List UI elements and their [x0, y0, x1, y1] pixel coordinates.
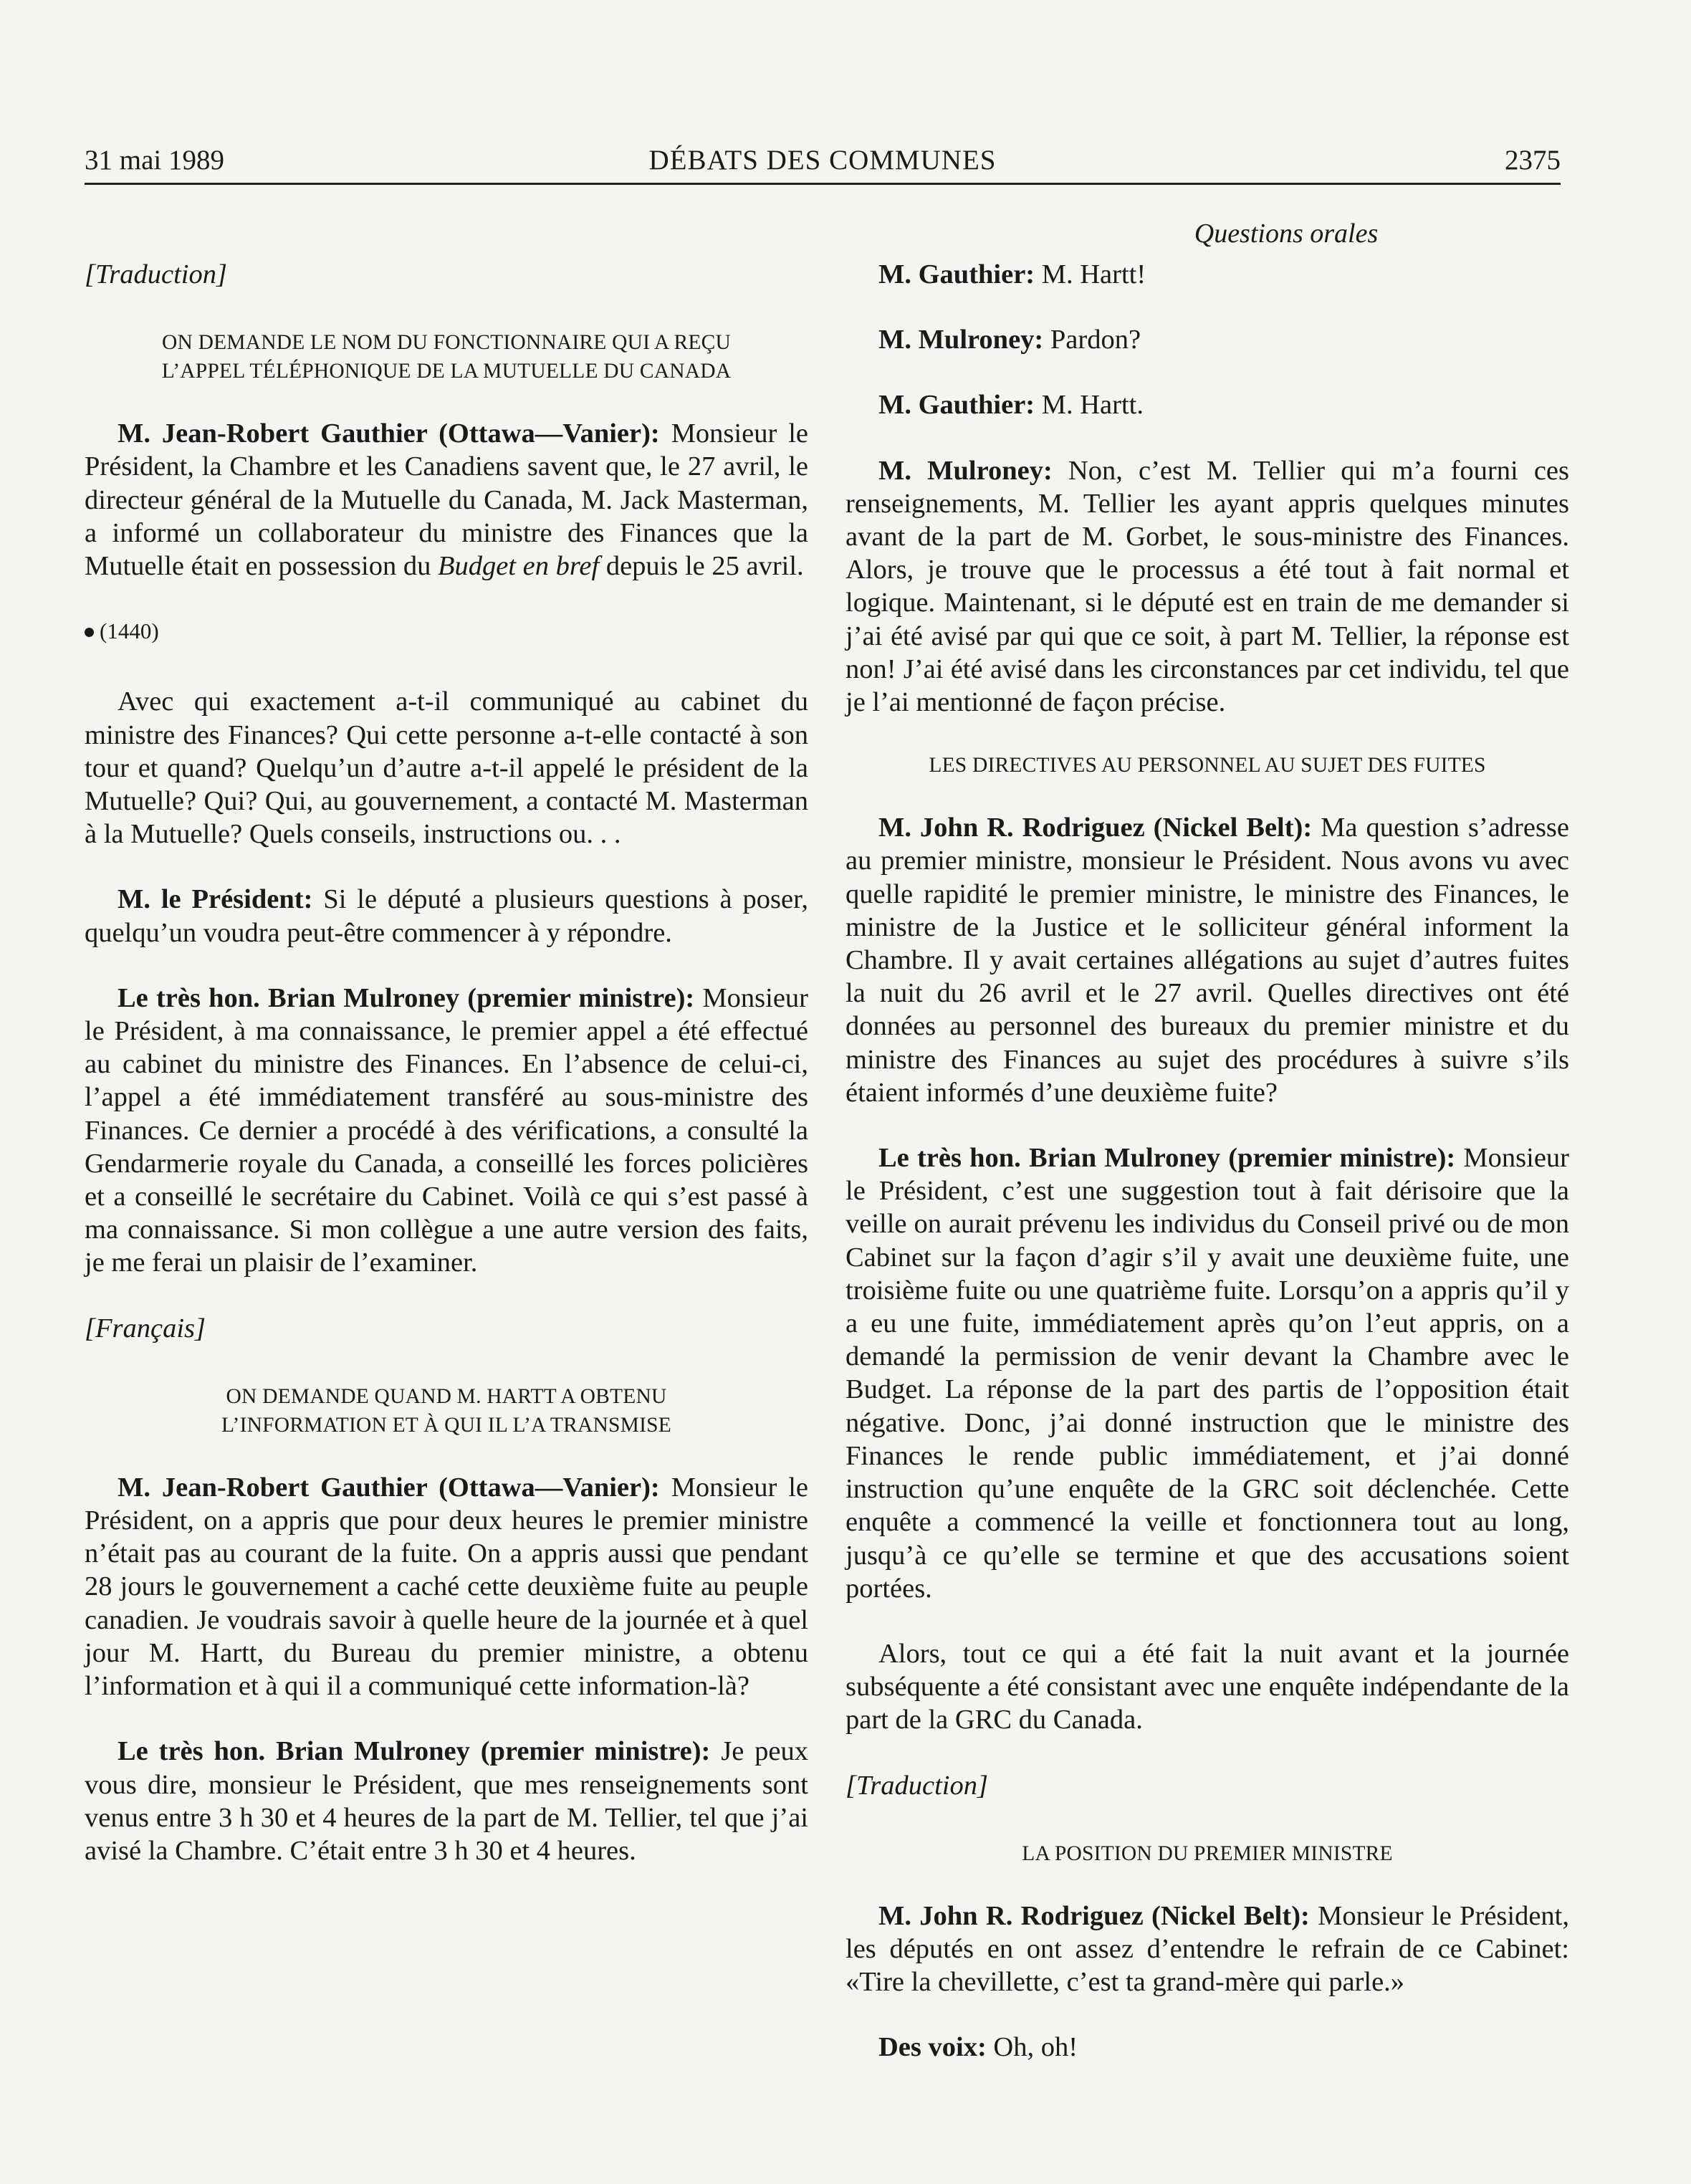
speech-paragraph — [846, 811, 1569, 1109]
speaker-name: M. Mulroney: — [878, 325, 1044, 355]
section-heading: LA POSITION DU PREMIER MINISTRE — [1022, 1841, 1393, 1865]
speech-text: Monsieur le Président, c’est une suggestion tout à fait dérisoire que la veille on aurait prévenu les individus du Conseil privé ou de mon Cabinet sur la façon d’agir s’il y avait une deuxième fuite, une troisième fuite ou une quatrième fuite. Lorsqu’on a appris qu’il y a eu une fuite, immédiatement après qu’on l’eut appris, on a demandé la permission de venir devant la Chambre avec le Budget. La réponse de la part des partis de l’opposition était négative. Donc, j’ai donné instruction que le ministre des Finances le rende public immédiatement, et j’ai donné instruction qu’une enquête de la GRC soit déclenchée. Cette enquête a commencé la veille et fonctionnera tout au long, jusqu’à ce qu’elle se termine et que des accusations soient portées. — [846, 1143, 1569, 1604]
speech-paragraph — [846, 1141, 1569, 1605]
section-heading-line: ON DEMANDE LE NOM DU FONCTIONNAIRE QUI A REÇU — [161, 331, 731, 355]
speech-paragraph — [846, 1637, 1569, 1737]
speaker-name: M. John R. Rodriguez (Nickel Belt): — [878, 813, 1313, 843]
speech-text: Monsieur le Président, à ma connaissance, le premier appel a été effectué au cabinet du ministre des Finances. En l’absence de celui-ci, l’appel a été immédiatement transféré au sous-ministre des Finances. Ce dernier a procédé à des vérifications, a consulté la Gendarmerie royale du Canada, a conseillé les forces policières et a conseillé le secrétaire du Cabinet. Voilà ce qui s’est passé à ma connaissance. Si mon collègue a une autre version des faits, je me ferai un plaisir de l’examiner. — [85, 982, 808, 1278]
header-date: 31 mai 1989 — [85, 145, 224, 176]
speech-paragraph — [85, 417, 808, 583]
speech-text: Monsieur le Président, la Chambre et les Canadiens savent que, le 27 avril, le directeur général de la Mutuelle du Canada, M. Jack Masterman, a informé un collaborateur du ministre des Finances que la Mutuelle était en possession du — [85, 418, 808, 582]
speech-text: Non, c’est M. Tellier qui m’a fourni ces renseignements, M. Tellier les ayant appris quelques minutes avant de la part de M. Gorbet, le sous-ministre des Finances. Alors, je trouve que le processus a été tout à fait normal et logique. Maintenant, si le député est en train de me demander si j’ai été avisé par qui que ce soit, à part M. Tellier, la réponse est non! J’ai été avisé dans les circonstances par cet individu, tel que je l’ai mentionné de façon précise. — [846, 455, 1569, 718]
section-heading: LES DIRECTIVES AU PERSONNEL AU SUJET DES FUITES — [929, 754, 1486, 777]
time-marker — [85, 615, 808, 648]
speech-paragraph — [846, 1900, 1569, 1999]
speech-paragraph — [85, 982, 808, 1280]
speaker-name: M. Gauthier: — [878, 259, 1035, 289]
section-heading-line: L’APPEL TÉLÉPHONIQUE DE LA MUTUELLE DU CANADA — [161, 360, 732, 383]
section-heading-line: ON DEMANDE QUAND M. HARTT A OBTENU — [226, 1384, 667, 1408]
header-title: DÉBATS DES COMMUNES — [648, 145, 997, 176]
speaker-name: M. le Président: — [118, 884, 313, 915]
section-heading — [85, 1382, 808, 1440]
language-tag: [Traduction] — [85, 259, 227, 289]
header-rule — [85, 183, 1561, 185]
speaker-name: M. Jean-Robert Gauthier (Ottawa—Vanier): — [118, 418, 660, 449]
section-label-text: Questions orales — [1194, 219, 1379, 249]
section-label — [846, 215, 1562, 252]
language-tag: [Traduction] — [846, 1770, 988, 1801]
speech-text: Monsieur le Président, on a appris que pour deux heures le premier ministre n’était pas au courant de la fuite. On a appris aussi que pendant 28 jours le gouvernement a caché cette deuxième fuite au peuple canadien. Je voudrais savoir à quelle heure de la journée et à quel jour M. Hartt, du Bureau du premier ministre, a obtenu l’information et à qui il a communiqué cette information-là? — [85, 1472, 808, 1702]
bullet-icon — [85, 628, 94, 637]
speech-paragraph — [846, 454, 1569, 719]
speaker-name: Le très hon. Brian Mulroney (premier ministre): — [118, 982, 695, 1013]
page-header — [85, 140, 1561, 181]
language-tag: [Français] — [85, 1313, 206, 1344]
speech-text: depuis le 25 avril. — [599, 551, 804, 582]
speech-paragraph — [846, 388, 1569, 421]
speaker-name: Le très hon. Brian Mulroney (premier ministre): — [118, 1736, 711, 1767]
speech-text: M. Hartt. — [1035, 390, 1144, 421]
speech-paragraph — [846, 2031, 1569, 2064]
time-marker-text: (1440) — [100, 618, 159, 644]
speech-text: Monsieur le Président, les députés en ont assez d’entendre le refrain de ce Cabinet: «Tire la chevillette, c’est ta grand-mère qui parle.» — [846, 1900, 1570, 1998]
right-column — [846, 258, 1569, 2097]
speech-paragraph — [85, 1471, 808, 1702]
speaker-name: M. Gauthier: — [878, 390, 1035, 421]
speech-text: Je peux vous dire, monsieur le Président, que mes renseignements sont venus entre 3 h 30 et 4 heures de la part de M. Tellier, tel que j’ai avisé la Chambre. C’était entre 3 h 30 et 4 heures. — [85, 1736, 808, 1866]
speech-paragraph — [85, 685, 808, 851]
speech-paragraph — [85, 1735, 808, 1867]
speech-text: Alors, tout ce qui a été fait la nuit avant et la journée subséquente a été consistant avec une enquête indépendante de la part de la GRC du Canada. — [846, 1638, 1569, 1735]
speaker-name: M. John R. Rodriguez (Nickel Belt): — [878, 1900, 1310, 1931]
speech-paragraph — [846, 323, 1569, 356]
section-heading-line: L’INFORMATION ET À QUI IL L’A TRANSMISE — [221, 1413, 671, 1437]
left-column — [85, 258, 808, 1900]
section-heading — [85, 328, 808, 385]
speech-text: Ma question s’adresse au premier ministre, monsieur le Président. Nous avons vu avec quelle rapidité le premier ministre, le ministre des Finances, le ministre de la Justice et le solliciteur général informent la Chambre. Il y avait certaines allégations au sujet d’autres fuites la nuit du 26 avril et le 27 avril. Quelles directives ont été données au personnel des bureaux du premier ministre et du ministre des Finances au sujet des procédures à suivre s’ils étaient informés d’une deuxième fuite? — [846, 813, 1570, 1108]
speech-paragraph — [846, 258, 1569, 291]
speaker-name: M. Mulroney: — [878, 455, 1053, 486]
speaker-name: M. Jean-Robert Gauthier (Ottawa—Vanier): — [118, 1472, 660, 1503]
speaker-name: Le très hon. Brian Mulroney (premier ministre): — [878, 1143, 1456, 1174]
speech-text: M. Hartt! — [1035, 259, 1146, 289]
speech-text: Avec qui exactement a-t-il communiqué au cabinet du ministre des Finances? Qui cette personne a-t-elle contacté à son tour et quand? Quelqu’un d’autre a-t-il appelé le président de la Mutuelle? Qui? Qui, au gouvernement, a contacté M. Masterman à la Mutuelle? Quels conseils, instructions ou. . . — [85, 686, 808, 850]
speech-text: Pardon? — [1043, 325, 1141, 355]
speech-text: Si le député a plusieurs questions à poser, quelqu’un voudra peut-être commencer à y répondre. — [85, 884, 808, 948]
speaker-name: Des voix: — [878, 2032, 987, 2063]
speech-italic: Budget en bref — [437, 551, 600, 582]
speech-paragraph — [85, 883, 808, 949]
header-page-number: 2375 — [1505, 145, 1561, 176]
speech-text: Oh, oh! — [986, 2032, 1078, 2063]
